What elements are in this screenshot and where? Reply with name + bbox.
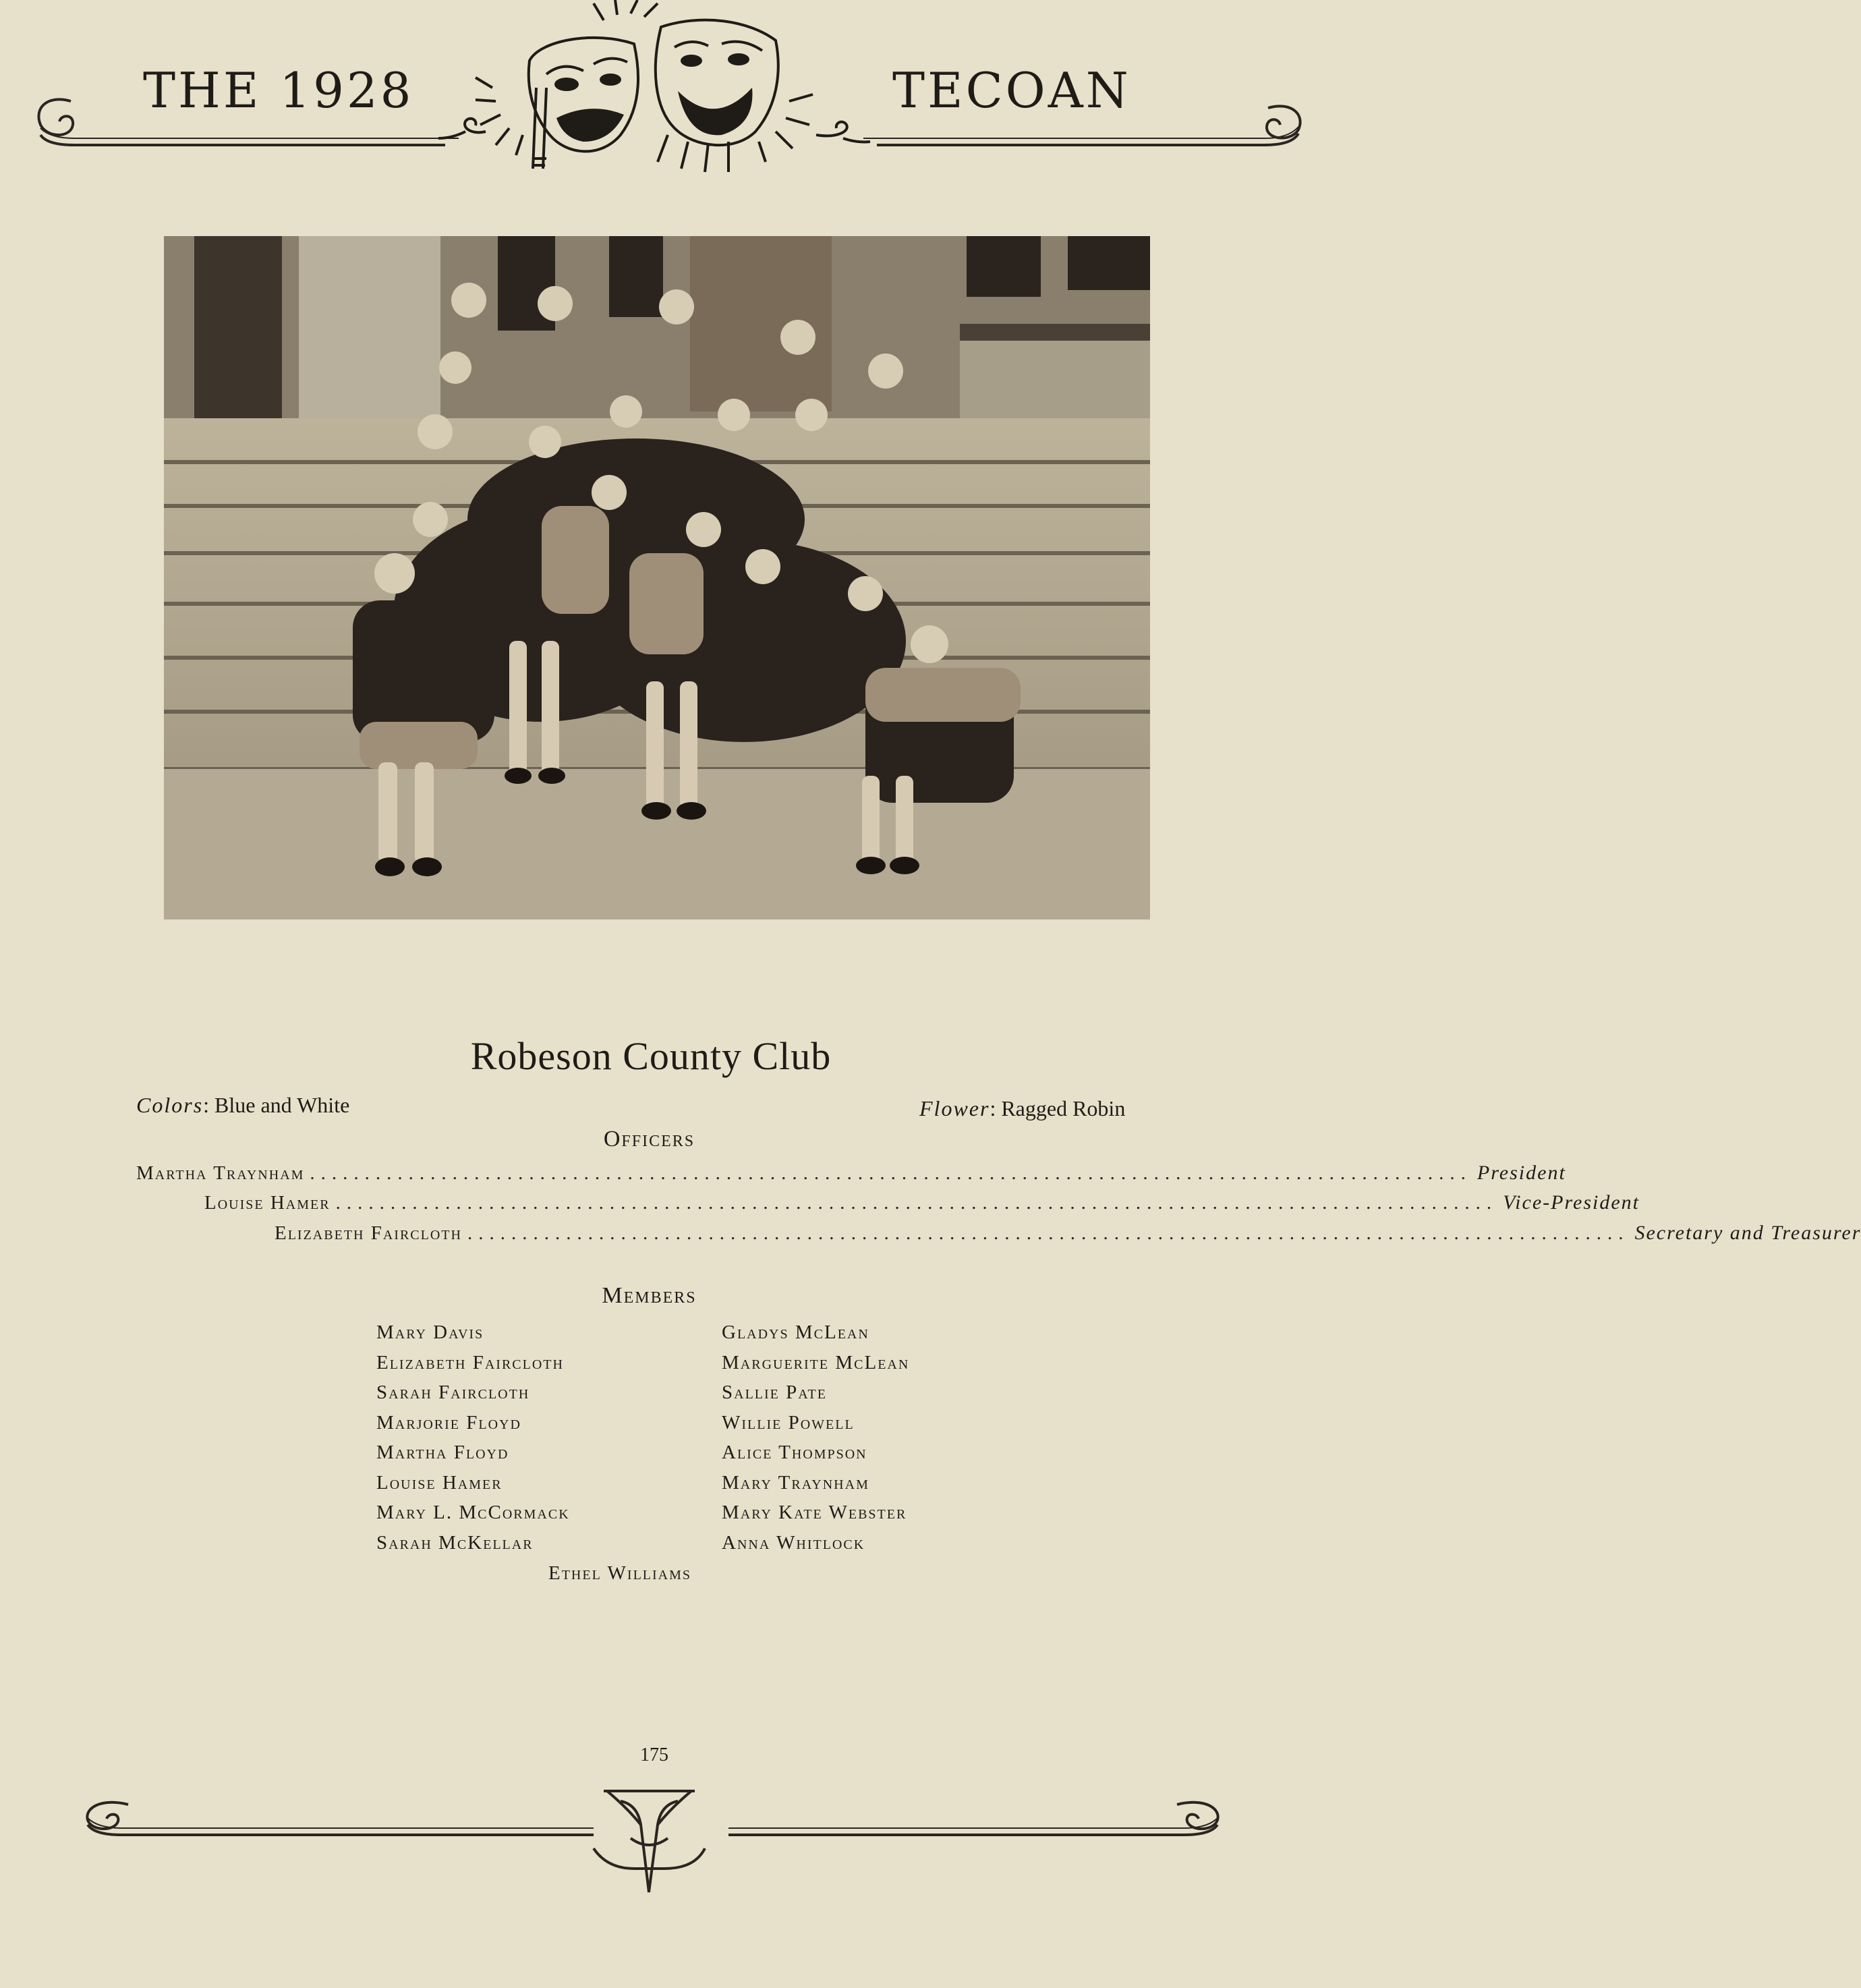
club-colors: Colors: Blue and White (136, 1093, 350, 1117)
members-right-column (722, 1317, 909, 1558)
theatre-masks-emblem (438, 0, 870, 182)
header-right-title: TECOAN (892, 62, 1131, 119)
dot-leader: .......................................................................................................... (335, 1192, 1498, 1214)
officer-row-secretary (275, 1222, 1861, 1253)
club-title: Robeson County Club (470, 1034, 832, 1078)
member-name: Anna Whitlock (722, 1531, 865, 1554)
colors-value: Blue and White (214, 1093, 350, 1117)
flower-value: Ragged Robin (1001, 1096, 1126, 1120)
officer-row-president (136, 1162, 1566, 1193)
member-name: Sarah McKellar (376, 1531, 534, 1554)
photo-illustration (164, 236, 1150, 919)
member-name-last: Ethel Williams (548, 1562, 692, 1584)
officer-role: Vice-President (1503, 1191, 1640, 1214)
member-name: Mary Davis (376, 1322, 484, 1343)
dot-leader: .......................................................................................................... (467, 1222, 1630, 1244)
member-name: Gladys McLean (722, 1322, 869, 1343)
member-name: Mary Traynham (722, 1471, 869, 1494)
footer-scroll-rule (0, 1774, 1349, 1909)
member-name: Alice Thompson (722, 1442, 867, 1463)
member-name: Sallie Pate (722, 1382, 827, 1403)
page-number: 175 (640, 1744, 668, 1765)
member-name: Louise Hamer (376, 1471, 503, 1494)
member-name: Martha Floyd (376, 1442, 509, 1463)
colors-label: Colors (136, 1093, 204, 1117)
member-name: Marjorie Floyd (376, 1411, 521, 1433)
members-left-column (376, 1317, 570, 1558)
club-flower: Flower: Ragged Robin (919, 1096, 1126, 1120)
dot-leader: .......................................................................................................... (310, 1162, 1472, 1184)
member-name: Mary L. McCormack (376, 1502, 570, 1523)
officer-name: Martha Traynham (136, 1162, 305, 1184)
member-name: Marguerite McLean (722, 1351, 910, 1373)
officer-name: Louise Hamer (204, 1192, 331, 1214)
officer-row-vice-president (204, 1191, 1640, 1222)
members-heading: Members (602, 1283, 697, 1308)
group-photograph (164, 236, 1150, 919)
member-name: Willie Powell (722, 1411, 855, 1433)
member-name: Elizabeth Faircloth (376, 1351, 564, 1373)
officer-role: Secretary and Treasurer (1634, 1222, 1861, 1244)
officers-heading: Officers (603, 1127, 695, 1152)
member-name: Mary Kate Webster (722, 1502, 907, 1523)
member-name: Sarah Faircloth (376, 1382, 530, 1403)
officer-name: Elizabeth Faircloth (275, 1222, 462, 1244)
officer-role: President (1477, 1162, 1566, 1184)
flower-label: Flower (919, 1096, 990, 1120)
header-left-title: THE 1928 (143, 62, 414, 119)
